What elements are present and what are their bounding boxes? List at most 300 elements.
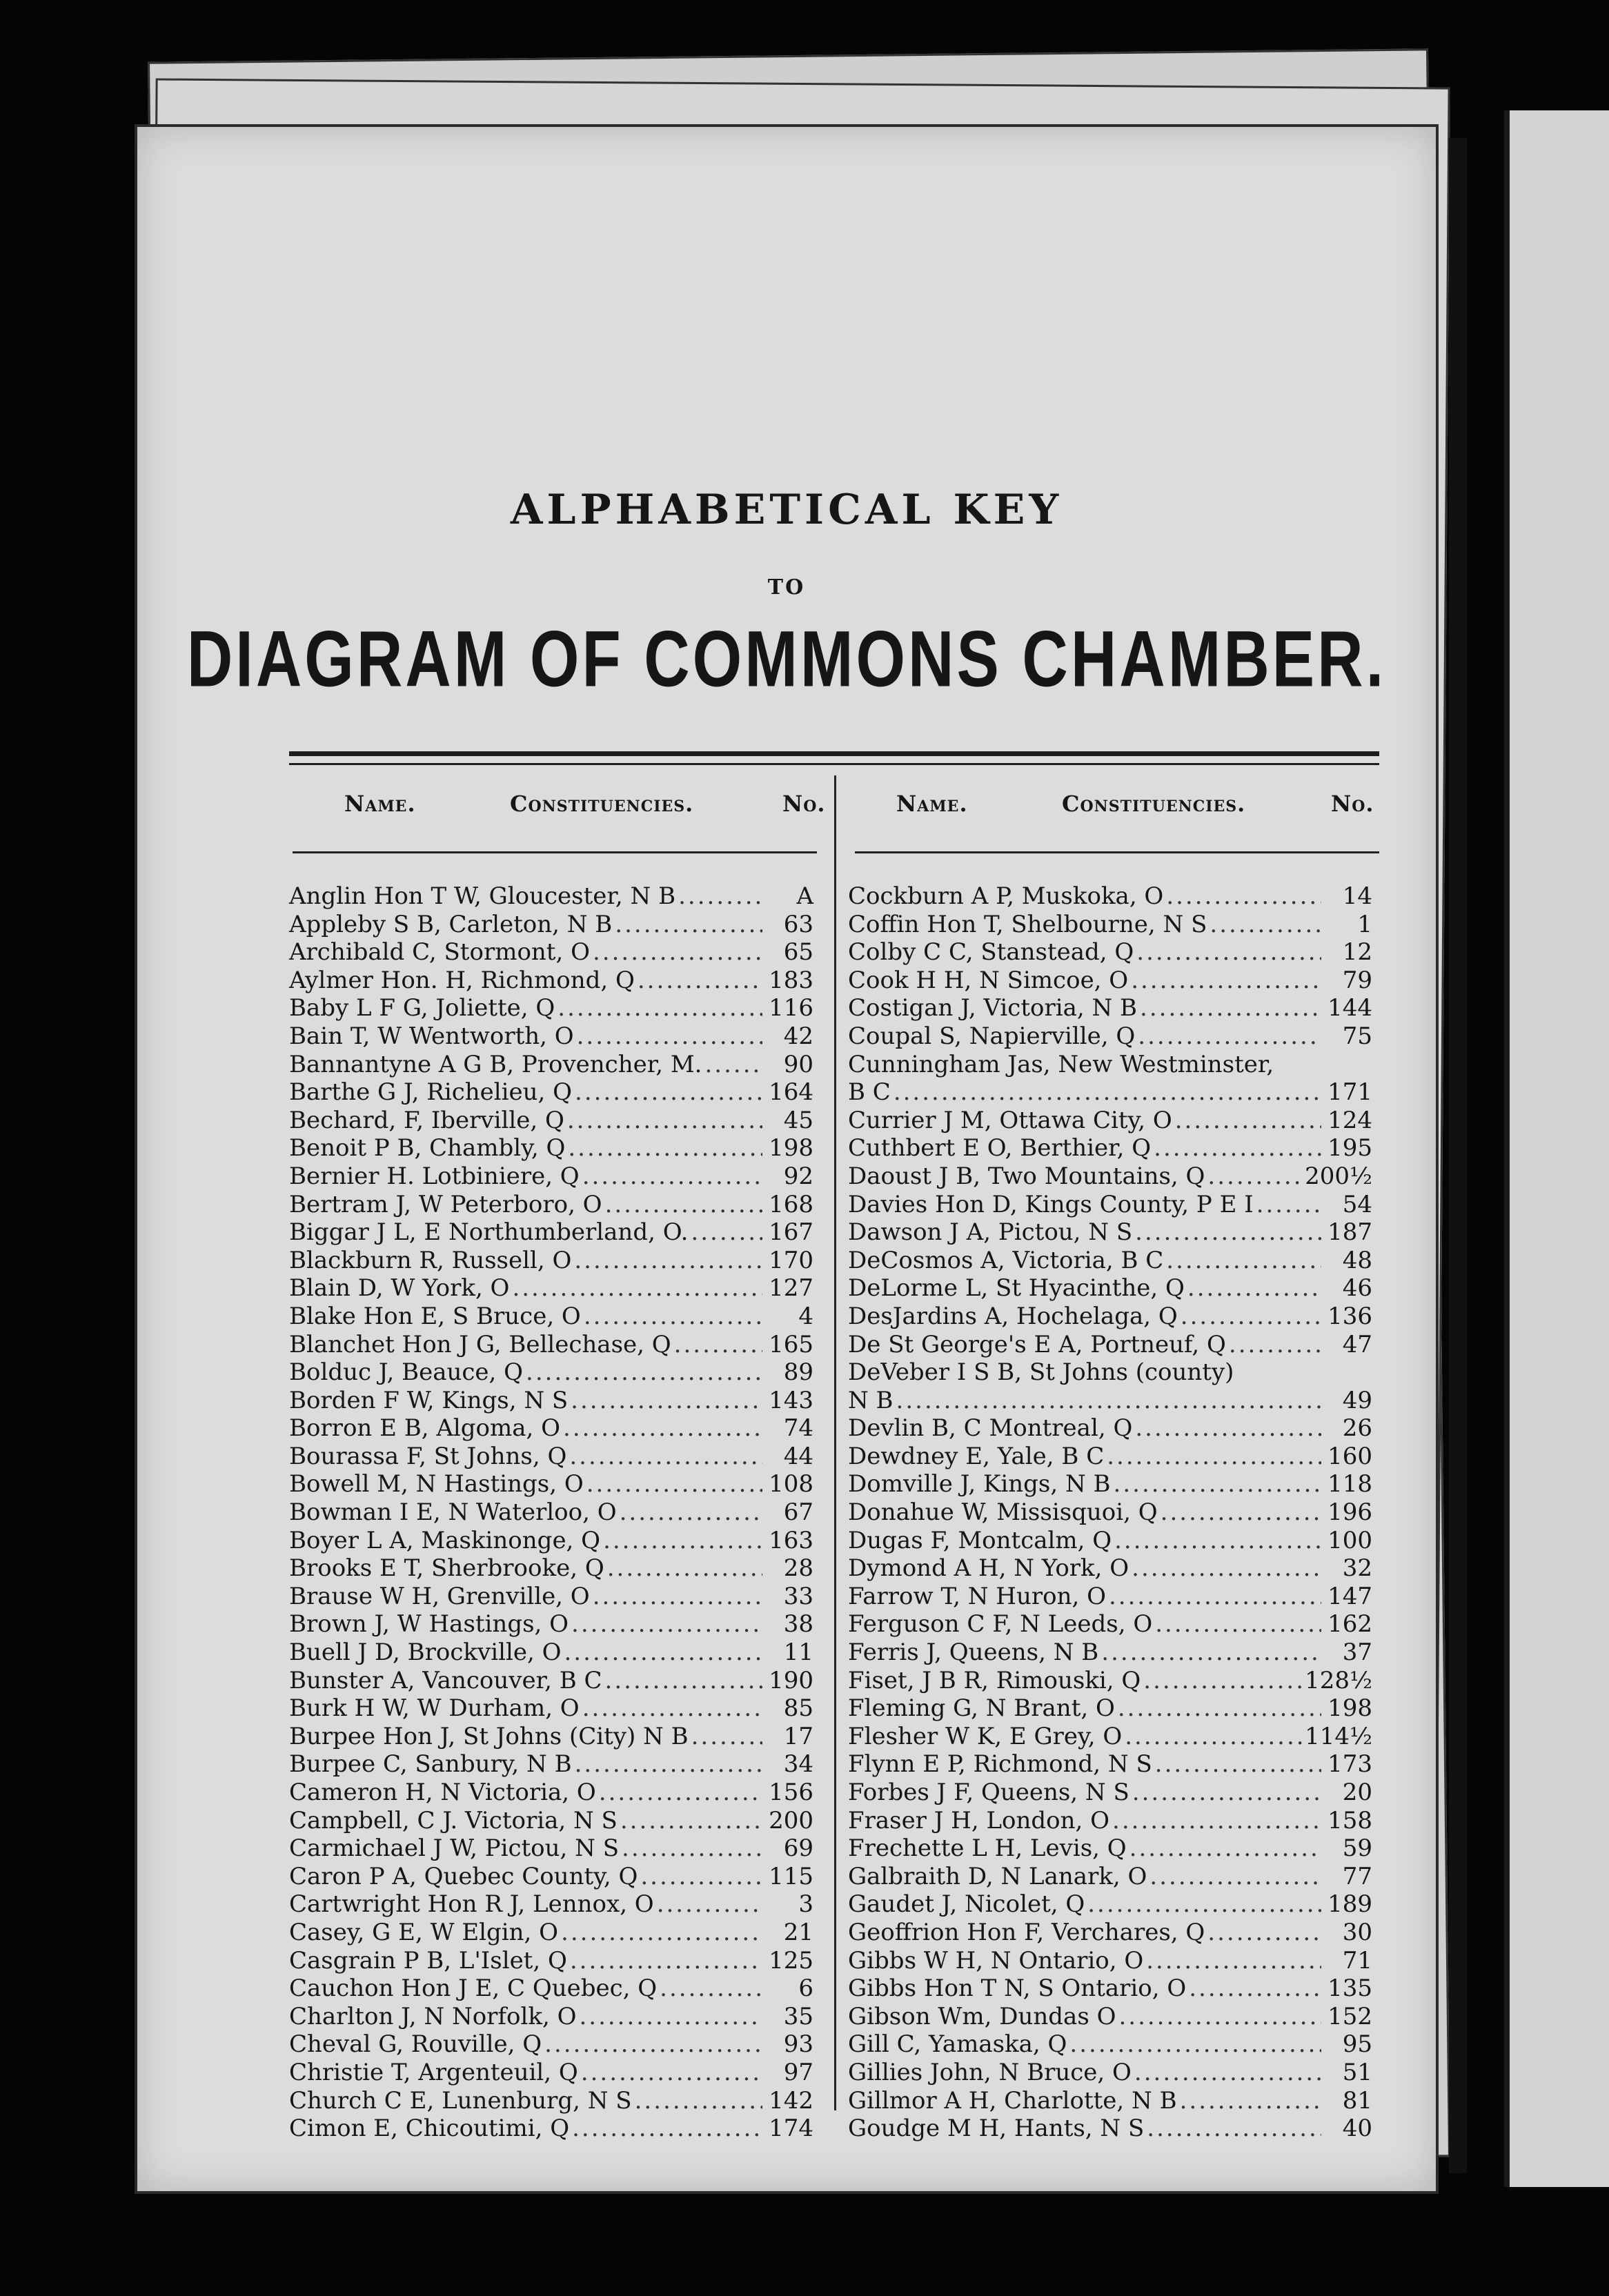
member-name-constituency: Bolduc J, Beauce, Q xyxy=(289,1358,524,1387)
member-name-constituency: Church C E, Lunenburg, N S xyxy=(289,2086,632,2115)
leader-dots xyxy=(577,1022,762,1051)
list-item xyxy=(848,1358,1372,1387)
leader-dots xyxy=(657,1890,762,1919)
leader-dots xyxy=(1134,2059,1321,2087)
list-item xyxy=(848,1694,1372,1723)
member-name-constituency: Burpee Hon J, St Johns (City) N B xyxy=(289,1722,689,1750)
member-name-constituency: N B xyxy=(848,1386,894,1414)
leader-dots xyxy=(571,1610,762,1639)
list-item xyxy=(848,1583,1372,1611)
member-name-constituency: Gill C, Yamaska, Q xyxy=(848,2030,1067,2059)
list-item xyxy=(848,1863,1372,1891)
list-item xyxy=(289,1667,813,1695)
seat-number: 59 xyxy=(1342,1834,1372,1863)
seat-number: 114½ xyxy=(1305,1722,1372,1750)
list-item xyxy=(289,1107,813,1135)
right-column-list xyxy=(848,882,1372,2143)
leader-dots xyxy=(894,1078,1321,1107)
leader-dots xyxy=(1210,911,1321,939)
member-name-constituency: Casey, G E, W Elgin, O xyxy=(289,1918,559,1946)
list-item xyxy=(848,1639,1372,1667)
list-item xyxy=(289,1694,813,1723)
member-name-constituency: Flesher W K, E Grey, O xyxy=(848,1722,1123,1750)
seat-number: 200 xyxy=(769,1806,813,1834)
list-item xyxy=(848,1331,1372,1359)
seat-number: 77 xyxy=(1342,1862,1372,1890)
page-title: DIAGRAM OF COMMONS CHAMBER. xyxy=(186,615,1387,704)
member-name-constituency: Dewdney E, Yale, B C xyxy=(848,1442,1105,1470)
member-name-constituency: Bechard, F, Iberville, Q xyxy=(289,1106,564,1134)
seat-number: 30 xyxy=(1342,1918,1372,1946)
member-name-constituency: Bannantyne A G B, Provencher, M. xyxy=(289,1050,702,1078)
member-name-constituency: Fraser J H, London, O xyxy=(848,1806,1110,1834)
seat-number: 44 xyxy=(783,1442,813,1470)
leader-dots xyxy=(1256,1191,1321,1219)
list-item xyxy=(289,2087,813,2115)
list-item xyxy=(289,1078,813,1107)
leader-dots xyxy=(1109,1583,1321,1611)
seat-number: 170 xyxy=(769,1246,813,1274)
list-item xyxy=(848,1947,1372,1975)
list-item xyxy=(289,1527,813,1555)
list-item xyxy=(848,1834,1372,1863)
list-item xyxy=(289,1610,813,1639)
list-item xyxy=(848,1022,1372,1051)
list-item xyxy=(289,1750,813,1779)
leader-dots xyxy=(563,1414,762,1443)
seat-number: 108 xyxy=(769,1470,813,1498)
list-item xyxy=(848,2030,1372,2059)
list-item xyxy=(848,1051,1372,1079)
seat-number: 1 xyxy=(1357,910,1372,938)
seat-number: 144 xyxy=(1327,994,1372,1022)
seat-number: 128½ xyxy=(1305,1666,1372,1694)
member-name-constituency: Coffin Hon T, Shelbourne, N S xyxy=(848,910,1207,938)
seat-number: 67 xyxy=(783,1498,813,1527)
leader-dots xyxy=(581,2059,762,2087)
member-name-constituency: DesJardins A, Hochelaga, Q xyxy=(848,1302,1178,1330)
seat-number: 116 xyxy=(769,994,813,1022)
member-name-constituency: Burk H W, W Durham, O xyxy=(289,1694,580,1723)
leader-dots xyxy=(1112,1807,1321,1835)
seat-number: 167 xyxy=(769,1218,813,1247)
list-item xyxy=(289,1443,813,1471)
seat-number: 74 xyxy=(783,1414,813,1443)
seat-number: 38 xyxy=(783,1610,813,1639)
seat-number: 124 xyxy=(1327,1106,1372,1134)
leader-dots xyxy=(579,2003,762,2031)
seat-number: 147 xyxy=(1327,1582,1372,1610)
member-name-constituency: Blanchet Hon J G, Bellechase, Q xyxy=(289,1330,671,1358)
member-name-constituency: Boyer L A, Maskinonge, Q xyxy=(289,1526,601,1554)
seat-number: 143 xyxy=(769,1386,813,1414)
seat-number: 37 xyxy=(1342,1639,1372,1667)
seat-number: 158 xyxy=(1327,1806,1372,1834)
list-item xyxy=(848,1247,1372,1275)
seat-number: 100 xyxy=(1327,1526,1372,1554)
seat-number: 200½ xyxy=(1305,1162,1372,1190)
leader-dots xyxy=(1180,2087,1321,2115)
member-name-constituency: Currier J M, Ottawa City, O xyxy=(848,1106,1172,1134)
header-no: No. xyxy=(782,791,826,817)
seat-number: 21 xyxy=(783,1918,813,1946)
list-item xyxy=(848,1723,1372,1751)
leader-dots xyxy=(1166,1247,1321,1275)
list-item xyxy=(848,1610,1372,1639)
header-constituencies: Constituencies. xyxy=(510,791,694,817)
leader-dots xyxy=(586,1470,762,1498)
seat-number: 127 xyxy=(769,1274,813,1303)
leader-dots xyxy=(1132,1554,1321,1583)
member-name-constituency: Charlton J, N Norfolk, O xyxy=(289,2002,577,2030)
leader-dots xyxy=(1187,1274,1321,1303)
seat-number: 89 xyxy=(783,1358,813,1387)
member-name-constituency: Fiset, J B R, Rimouski, Q xyxy=(848,1666,1141,1694)
list-item xyxy=(848,938,1372,967)
list-item xyxy=(289,1162,813,1191)
leader-dots xyxy=(615,911,762,939)
list-item xyxy=(289,1723,813,1751)
seat-number: 115 xyxy=(769,1862,813,1890)
list-item xyxy=(289,1863,813,1891)
list-item xyxy=(848,1443,1372,1471)
leader-dots xyxy=(1087,1890,1321,1919)
seat-number: 40 xyxy=(1342,2115,1372,2143)
member-name-constituency: Cockburn A P, Muskoka, O xyxy=(848,882,1164,910)
list-item xyxy=(289,2059,813,2087)
list-item xyxy=(848,1078,1372,1107)
seat-number: 168 xyxy=(769,1190,813,1218)
member-name-constituency: Galbraith D, N Lanark, O xyxy=(848,1862,1147,1890)
seat-number: A xyxy=(796,882,813,910)
leader-dots xyxy=(1069,2030,1321,2059)
seat-number: 4 xyxy=(798,1302,813,1330)
member-name-constituency: Cook H H, N Simcoe, O xyxy=(848,966,1129,994)
list-item xyxy=(289,1890,813,1919)
member-name-constituency: Borden F W, Kings, N S xyxy=(289,1386,569,1414)
leader-dots xyxy=(1207,1919,1321,1947)
leader-dots xyxy=(593,1583,762,1611)
seat-number: 48 xyxy=(1342,1246,1372,1274)
seat-number: 136 xyxy=(1327,1302,1372,1330)
facing-page-edge xyxy=(1504,110,1609,2187)
seat-number: 190 xyxy=(769,1666,813,1694)
member-name-constituency: Dymond A H, N York, O xyxy=(848,1554,1129,1583)
list-item xyxy=(848,1919,1372,1947)
member-name-constituency: Gaudet J, Nicolet, Q xyxy=(848,1890,1085,1919)
header-no: No. xyxy=(1331,791,1374,817)
member-name-constituency: Bourassa F, St Johns, Q xyxy=(289,1442,567,1470)
seat-number: 69 xyxy=(783,1834,813,1863)
list-item xyxy=(289,882,813,911)
leader-dots xyxy=(1181,1303,1321,1331)
leader-dots xyxy=(1131,967,1321,995)
seat-number: 95 xyxy=(1342,2030,1372,2059)
member-name-constituency: Brause W H, Grenville, O xyxy=(289,1582,590,1610)
member-name-constituency: Cheval G, Rouville, Q xyxy=(289,2030,542,2059)
list-item xyxy=(289,1470,813,1498)
list-item xyxy=(848,882,1372,911)
seat-number: 125 xyxy=(769,1946,813,1975)
seat-number: 63 xyxy=(783,910,813,938)
seat-number: 163 xyxy=(769,1526,813,1554)
seat-number: 54 xyxy=(1342,1190,1372,1218)
member-name-constituency: Colby C C, Stanstead, Q xyxy=(848,938,1134,967)
leader-dots xyxy=(1101,1639,1321,1667)
seat-number: 79 xyxy=(1342,966,1372,994)
list-item xyxy=(848,1274,1372,1303)
seat-number: 156 xyxy=(769,1779,813,1806)
member-name-constituency: Domville J, Kings, N B xyxy=(848,1470,1111,1498)
leader-dots xyxy=(896,1387,1321,1415)
member-name-constituency: Daoust J B, Two Mountains, Q xyxy=(848,1162,1205,1190)
leader-dots xyxy=(1207,1162,1302,1191)
title-rule-thick xyxy=(289,751,1379,756)
leader-dots xyxy=(1135,1218,1321,1247)
list-item xyxy=(289,1358,813,1387)
list-item xyxy=(289,1919,813,1947)
leader-dots xyxy=(1136,938,1321,967)
seat-number: 71 xyxy=(1342,1946,1372,1975)
seat-number: 17 xyxy=(783,1722,813,1750)
leader-dots xyxy=(1140,994,1321,1022)
leader-dots xyxy=(526,1358,762,1387)
leader-dots xyxy=(635,2087,762,2115)
leader-dots xyxy=(1135,1414,1321,1443)
leader-dots xyxy=(1114,1470,1321,1498)
member-name-constituency: Anglin Hon T W, Gloucester, N B xyxy=(289,882,676,910)
seat-number: 51 xyxy=(1342,2058,1372,2086)
list-item xyxy=(289,967,813,995)
leader-dots xyxy=(1154,1134,1321,1162)
seat-number: 26 xyxy=(1342,1414,1372,1443)
seat-number: 164 xyxy=(769,1078,813,1107)
leader-dots xyxy=(512,1274,762,1303)
seat-number: 35 xyxy=(783,2002,813,2030)
member-name-constituency: Biggar J L, E Northumberland, O. xyxy=(289,1218,689,1247)
leader-dots xyxy=(605,1191,762,1219)
left-column-list xyxy=(289,882,813,2143)
seat-number: 160 xyxy=(1327,1442,1372,1470)
seat-number: 171 xyxy=(1327,1078,1372,1107)
member-name-constituency: Ferguson C F, N Leeds, O xyxy=(848,1610,1153,1639)
column-divider xyxy=(834,775,836,2110)
leader-dots xyxy=(1161,1498,1321,1527)
leader-dots xyxy=(582,1694,762,1723)
member-name-constituency: B C xyxy=(848,1078,891,1107)
list-item xyxy=(289,2003,813,2031)
member-name-constituency: Geoffrion Hon F, Verchares, Q xyxy=(848,1918,1205,1946)
list-item xyxy=(848,1134,1372,1162)
member-name-constituency: Benoit P B, Chambly, Q xyxy=(289,1134,566,1162)
seat-number: 14 xyxy=(1342,882,1372,910)
list-item xyxy=(848,1162,1372,1191)
seat-number: 45 xyxy=(783,1106,813,1134)
member-name-constituency: Caron P A, Quebec County, Q xyxy=(289,1862,638,1890)
list-item xyxy=(848,1107,1372,1135)
member-name-constituency: Bertram J, W Peterboro, O xyxy=(289,1190,602,1218)
leader-dots xyxy=(575,1750,762,1779)
list-item xyxy=(848,911,1372,939)
list-item xyxy=(289,1779,813,1807)
member-name-constituency: Forbes J F, Queens, N S xyxy=(848,1779,1129,1806)
list-item xyxy=(848,1387,1372,1415)
member-name-constituency: Blain D, W York, O xyxy=(289,1274,510,1303)
member-name-constituency: Donahue W, Missisquoi, Q xyxy=(848,1498,1158,1527)
leader-dots xyxy=(640,1863,762,1891)
member-name-constituency: Gillies John, N Bruce, O xyxy=(848,2058,1132,2086)
list-item xyxy=(289,1274,813,1303)
seat-number: 12 xyxy=(1342,938,1372,967)
member-name-constituency: Cauchon Hon J E, C Quebec, Q xyxy=(289,1975,658,2003)
list-item xyxy=(848,1303,1372,1331)
member-name-constituency: Dawson J A, Pictou, N S xyxy=(848,1218,1133,1247)
list-item xyxy=(289,1191,813,1219)
member-name-constituency: Cartwright Hon R J, Lennox, O xyxy=(289,1890,654,1919)
leader-dots xyxy=(605,1667,762,1695)
leader-dots xyxy=(1189,1975,1321,2003)
list-item xyxy=(848,1498,1372,1527)
seat-number: 75 xyxy=(1342,1022,1372,1050)
member-name-constituency: Bain T, W Wentworth, O xyxy=(289,1022,574,1050)
seat-number: 3 xyxy=(798,1890,813,1919)
leader-dots xyxy=(570,1947,762,1975)
member-name-constituency: Frechette L H, Levis, Q xyxy=(848,1834,1127,1863)
member-name-constituency: Farrow T, N Huron, O xyxy=(848,1582,1106,1610)
leader-dots xyxy=(1107,1443,1321,1471)
seat-number: 183 xyxy=(769,966,813,994)
member-name-constituency: Cuthbert E O, Berthier, Q xyxy=(848,1134,1152,1162)
member-name-constituency: Appleby S B, Carleton, N B xyxy=(289,910,613,938)
member-name-constituency: Bowell M, N Hastings, O xyxy=(289,1470,584,1498)
seat-number: 196 xyxy=(1327,1498,1372,1527)
leader-dots xyxy=(1118,2003,1321,2031)
leader-dots xyxy=(691,1723,762,1751)
leader-dots xyxy=(705,1051,763,1079)
seat-number: 174 xyxy=(769,2115,813,2143)
seat-number: 93 xyxy=(783,2030,813,2059)
seat-number: 32 xyxy=(1342,1554,1372,1583)
leader-dots xyxy=(567,1107,762,1135)
leader-dots xyxy=(599,1779,762,1807)
leader-dots xyxy=(1155,1610,1321,1639)
member-name-constituency: Casgrain P B, L'Islet, Q xyxy=(289,1946,567,1975)
leader-dots xyxy=(607,1554,762,1583)
title-rule-thin xyxy=(289,763,1379,765)
member-name-constituency: Bernier H. Lotbiniere, Q xyxy=(289,1162,580,1190)
member-name-constituency: Borron E B, Algoma, O xyxy=(289,1414,561,1443)
seat-number: 173 xyxy=(1327,1750,1372,1779)
list-item xyxy=(848,2087,1372,2115)
seat-number: 65 xyxy=(783,938,813,967)
list-item xyxy=(848,1975,1372,2003)
member-name-constituency: De St George's E A, Portneuf, Q xyxy=(848,1330,1226,1358)
member-name-constituency: Ferris J, Queens, N B xyxy=(848,1639,1099,1667)
leader-dots xyxy=(638,967,762,995)
seat-number: 28 xyxy=(783,1554,813,1583)
leader-dots xyxy=(569,1443,762,1471)
seat-number: 195 xyxy=(1327,1134,1372,1162)
seat-number: 118 xyxy=(1327,1470,1372,1498)
leader-dots xyxy=(568,1134,762,1162)
member-name-constituency: Blake Hon E, S Bruce, O xyxy=(289,1302,581,1330)
member-name-constituency: Coupal S, Napierville, Q xyxy=(848,1022,1136,1050)
document-page xyxy=(135,124,1439,2194)
seat-number: 85 xyxy=(783,1694,813,1723)
seat-number: 6 xyxy=(798,1975,813,2003)
leader-dots xyxy=(1146,1947,1321,1975)
list-item xyxy=(289,1247,813,1275)
page-binding xyxy=(1449,138,1467,2173)
seat-number: 198 xyxy=(1327,1694,1372,1723)
seat-number: 81 xyxy=(1342,2086,1372,2115)
list-item xyxy=(848,1527,1372,1555)
seat-number: 135 xyxy=(1327,1975,1372,2003)
list-item xyxy=(848,1750,1372,1779)
leader-dots xyxy=(1147,2115,1321,2143)
list-item xyxy=(289,2115,813,2143)
leader-dots xyxy=(620,1807,762,1835)
list-item xyxy=(289,911,813,939)
member-name-constituency: Davies Hon D, Kings County, P E I xyxy=(848,1190,1254,1218)
list-item xyxy=(848,1191,1372,1219)
leader-dots xyxy=(678,882,762,911)
member-name-constituency: Aylmer Hon. H, Richmond, Q xyxy=(289,966,635,994)
member-name-constituency: Christie T, Argenteuil, Q xyxy=(289,2058,578,2086)
list-item xyxy=(289,1387,813,1415)
member-name-constituency: DeCosmos A, Victoria, B C xyxy=(848,1246,1164,1274)
member-name-constituency: Gibson Wm, Dundas O xyxy=(848,2002,1116,2030)
list-item xyxy=(289,1331,813,1359)
member-name-constituency: Cimon E, Chicoutimi, Q xyxy=(289,2115,570,2143)
list-item xyxy=(848,1470,1372,1498)
member-name-constituency: Goudge M H, Hants, N S xyxy=(848,2115,1145,2143)
leader-dots xyxy=(1125,1723,1302,1751)
list-item xyxy=(289,994,813,1022)
list-item xyxy=(289,1414,813,1443)
leader-dots xyxy=(571,1387,762,1415)
seat-number: 49 xyxy=(1342,1386,1372,1414)
leader-dots xyxy=(674,1331,762,1359)
seat-number: 97 xyxy=(783,2058,813,2086)
member-name-constituency: Cunningham Jas, New Westminster, xyxy=(848,1050,1274,1078)
title-to: TO xyxy=(767,575,806,600)
leader-dots xyxy=(1175,1107,1321,1135)
member-name-constituency: Brooks E T, Sherbrooke, Q xyxy=(289,1554,604,1583)
leader-dots xyxy=(660,1975,762,2003)
member-name-constituency: Bowman I E, N Waterloo, O xyxy=(289,1498,617,1527)
seat-number: 90 xyxy=(783,1050,813,1078)
leader-dots xyxy=(582,1162,762,1191)
header-rule xyxy=(855,851,1379,853)
member-name-constituency: Fleming G, N Brant, O xyxy=(848,1694,1115,1723)
title-alphabetical-key: ALPHABETICAL KEY xyxy=(510,486,1063,534)
member-name-constituency: DeVeber I S B, St Johns (county) xyxy=(848,1358,1234,1387)
member-name-constituency: Devlin B, C Montreal, Q xyxy=(848,1414,1133,1443)
seat-number: 142 xyxy=(769,2086,813,2115)
member-name-constituency: Gibbs W H, N Ontario, O xyxy=(848,1946,1144,1975)
leader-dots xyxy=(575,1078,762,1107)
leader-dots xyxy=(620,1498,762,1527)
leader-dots xyxy=(564,1639,762,1667)
leader-dots xyxy=(1118,1694,1321,1723)
seat-number: 152 xyxy=(1327,2002,1372,2030)
seat-number: 33 xyxy=(783,1582,813,1610)
member-name-constituency: Campbell, C J. Victoria, N S xyxy=(289,1806,618,1834)
list-item xyxy=(289,1022,813,1051)
list-item xyxy=(848,2003,1372,2031)
member-name-constituency: Brown J, W Hastings, O xyxy=(289,1610,569,1639)
